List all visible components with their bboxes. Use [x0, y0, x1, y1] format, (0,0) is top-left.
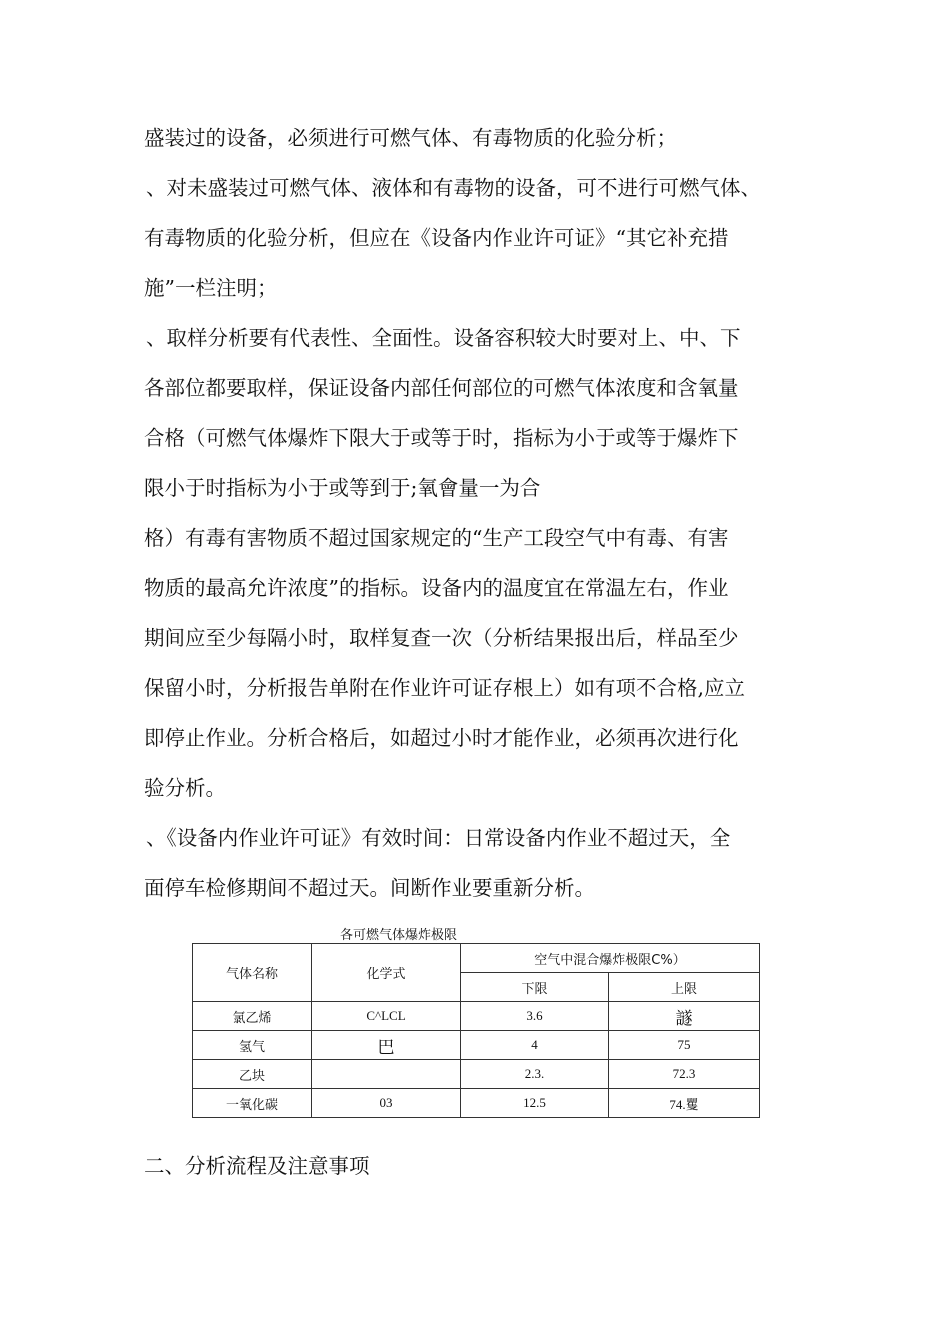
table-header-row — [193, 944, 760, 973]
paragraph-line: 格）有毒有害物质不超过国家规定的“生产工段空气中有毒、有害 — [144, 526, 729, 550]
paragraph-line: 面停车检修期间不超过天。间断作业要重新分析。 — [144, 876, 595, 900]
cell-lower: 3.6 — [461, 1002, 609, 1031]
table-row — [193, 1089, 760, 1118]
paragraph-line: 合格（可燃气体爆炸下限大于或等于时，指标为小于或等于爆炸下 — [144, 426, 739, 450]
paragraph-line: 盛装过的设备，必须进行可燃气体、有毒物质的化验分析； — [144, 126, 677, 150]
explosion-limits-table — [192, 943, 760, 1118]
table-row — [193, 1031, 760, 1060]
table-row — [193, 1060, 760, 1089]
table-row — [193, 1002, 760, 1031]
cell-lower: 4 — [461, 1031, 609, 1060]
cell-upper: 譢 — [609, 1002, 760, 1031]
section-heading: 二、分析流程及注意事项 — [144, 1154, 370, 1178]
cell-gas-name: 氢气 — [193, 1031, 312, 1060]
paragraph-line: 、对未盛装过可燃气体、液体和有毒物的设备，可不进行可燃气体、 — [146, 176, 761, 200]
paragraph-line: 验分析。 — [144, 776, 226, 800]
header-upper: 上限 — [609, 973, 760, 1002]
header-formula: 化学式 — [312, 944, 461, 1002]
cell-gas-name: 乙块 — [193, 1060, 312, 1089]
paragraph-line: 期间应至少每隔小时，取样复查一次（分析结果报出后，样品至少 — [144, 626, 739, 650]
header-lower: 下限 — [461, 973, 609, 1002]
cell-gas-name: 氯乙烯 — [193, 1002, 312, 1031]
table-caption: 各可燃气体爆炸极限 — [340, 928, 458, 943]
cell-upper: 72.3 — [609, 1060, 760, 1089]
cell-formula: 03 — [312, 1089, 461, 1118]
cell-lower: 12.5 — [461, 1089, 609, 1118]
cell-formula: 巴 — [312, 1031, 461, 1060]
header-limit-group: 空气中混合爆炸极限C%） — [461, 944, 760, 973]
paragraph-line: 即停止作业。分析合格后，如超过小时才能作业，必须再次进行化 — [144, 726, 739, 750]
cell-gas-name: 一氧化碳 — [193, 1089, 312, 1118]
cell-lower: 2.3. — [461, 1060, 609, 1089]
paragraph-line: 施”一栏注明； — [144, 276, 278, 300]
paragraph-line: 物质的最高允许浓度”的指标。设备内的温度宜在常温左右，作业 — [144, 576, 729, 600]
cell-formula: C^LCL — [312, 1002, 461, 1031]
paragraph-line: 、《设备内作业许可证》有效时间：日常设备内作业不超过天，全 — [146, 826, 731, 850]
header-gas-name: 气体名称 — [193, 944, 312, 1002]
paragraph-line: 、取样分析要有代表性、全面性。设备容积较大时要对上、中、下 — [146, 326, 741, 350]
cell-upper: 75 — [609, 1031, 760, 1060]
cell-formula — [312, 1060, 461, 1089]
paragraph-line: 限小于时指标为小于或等到于;氧會量一为合 — [144, 476, 541, 500]
cell-upper: 74.矍 — [609, 1089, 760, 1118]
paragraph-line: 有毒物质的化验分析，但应在《设备内作业许可证》“其它补充措 — [144, 226, 729, 250]
paragraph-line: 保留小时，分析报告单附在作业许可证存根上）如有项不合格,应立 — [144, 676, 746, 700]
paragraph-line: 各部位都要取样，保证设备内部任何部位的可燃气体浓度和含氧量 — [144, 376, 739, 400]
